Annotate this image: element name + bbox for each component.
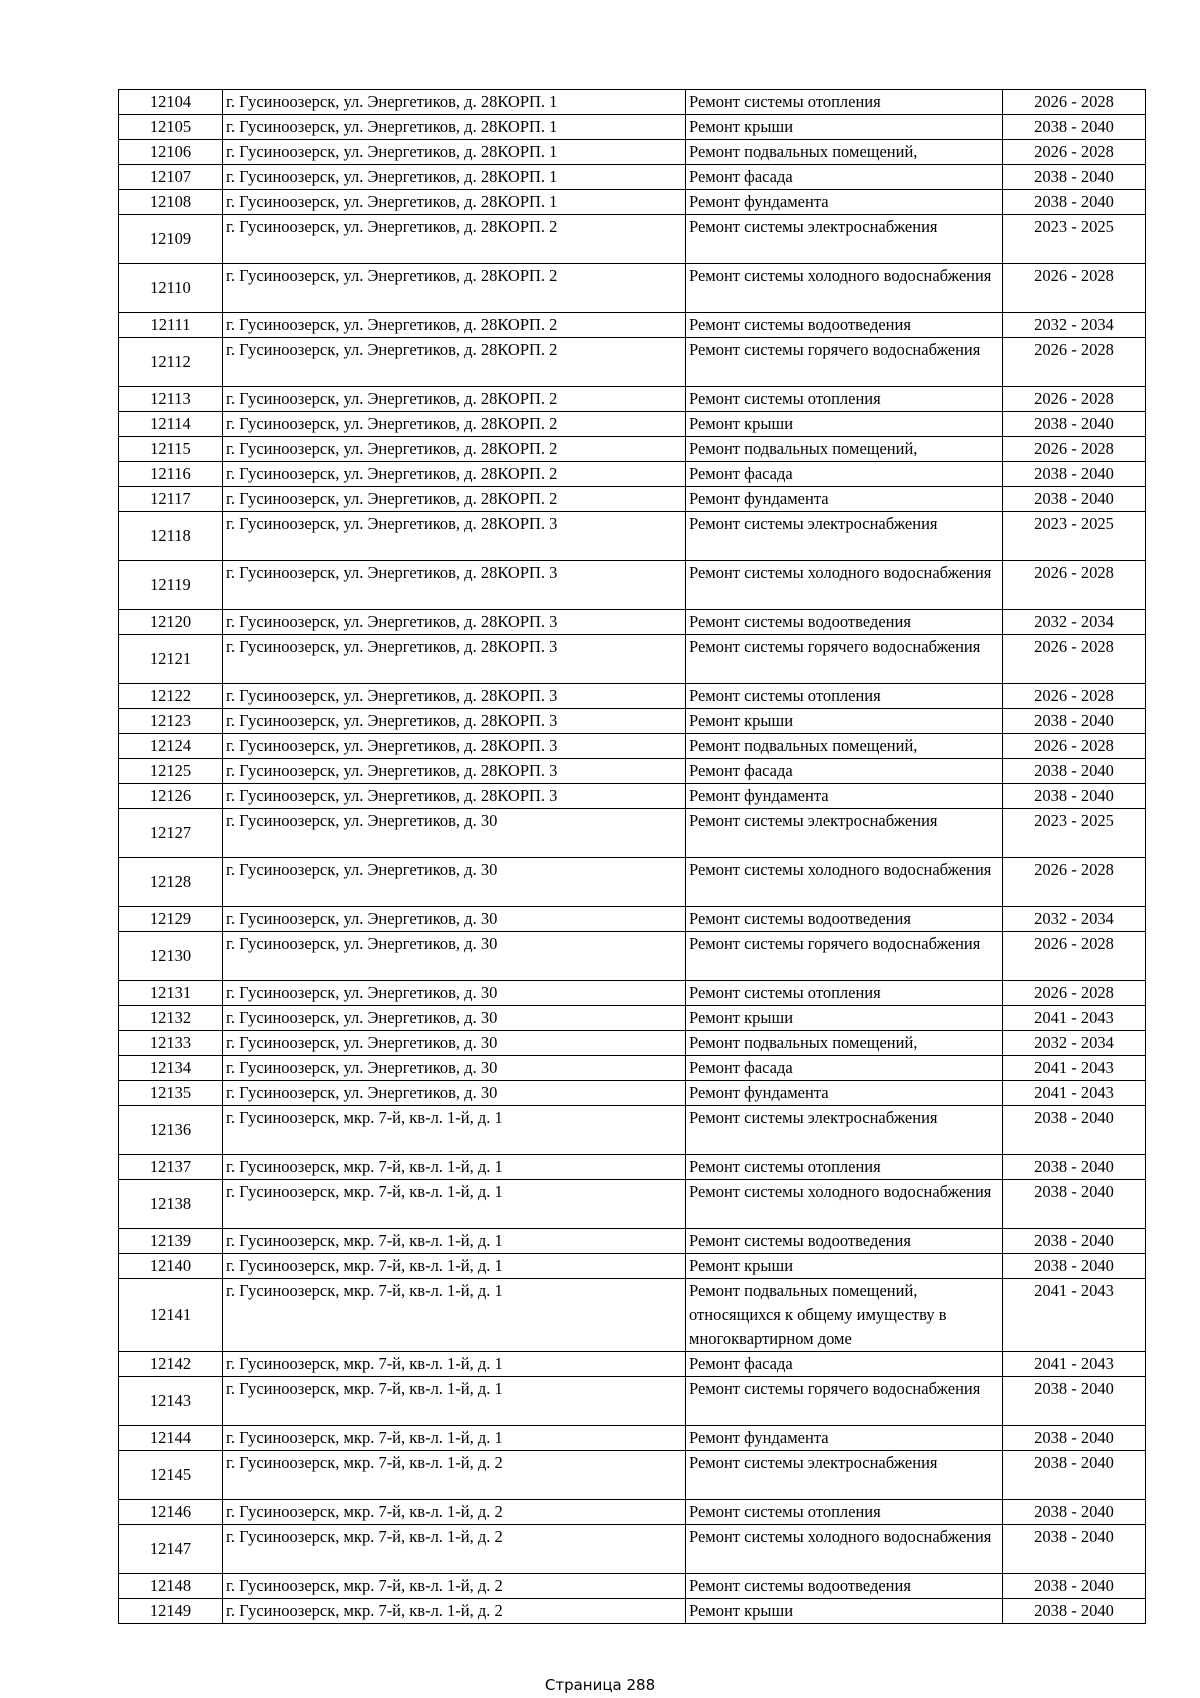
work-type-cell: Ремонт крыши (686, 412, 1003, 437)
table-row (119, 1574, 1146, 1599)
row-number-cell: 12145 (119, 1451, 223, 1500)
period-cell: 2038 - 2040 (1003, 115, 1146, 140)
table-row (119, 1352, 1146, 1377)
address-cell: г. Гусиноозерск, ул. Энергетиков, д. 30 (223, 907, 686, 932)
row-number-cell: 12129 (119, 907, 223, 932)
row-number-cell: 12112 (119, 338, 223, 387)
table-row (119, 858, 1146, 907)
period-cell: 2041 - 2043 (1003, 1056, 1146, 1081)
period-cell: 2023 - 2025 (1003, 215, 1146, 264)
table-row (119, 140, 1146, 165)
work-type-cell: Ремонт системы горячего водоснабжения (686, 1377, 1003, 1426)
work-type-cell: Ремонт системы электроснабжения (686, 1451, 1003, 1500)
period-cell: 2038 - 2040 (1003, 165, 1146, 190)
table-row (119, 412, 1146, 437)
period-cell: 2023 - 2025 (1003, 512, 1146, 561)
address-cell: г. Гусиноозерск, ул. Энергетиков, д. 28КОРП. 3 (223, 684, 686, 709)
period-cell: 2038 - 2040 (1003, 1180, 1146, 1229)
address-cell: г. Гусиноозерск, ул. Энергетиков, д. 28КОРП. 3 (223, 635, 686, 684)
row-number-cell: 12104 (119, 90, 223, 115)
period-cell: 2041 - 2043 (1003, 1081, 1146, 1106)
period-cell: 2026 - 2028 (1003, 338, 1146, 387)
work-type-cell: Ремонт системы отопления (686, 684, 1003, 709)
period-cell: 2026 - 2028 (1003, 90, 1146, 115)
table-row (119, 264, 1146, 313)
row-number-cell: 12144 (119, 1426, 223, 1451)
work-type-cell: Ремонт фасада (686, 1056, 1003, 1081)
row-number-cell: 12115 (119, 437, 223, 462)
table-row (119, 90, 1146, 115)
address-cell: г. Гусиноозерск, ул. Энергетиков, д. 30 (223, 1031, 686, 1056)
address-cell: г. Гусиноозерск, ул. Энергетиков, д. 28КОРП. 3 (223, 709, 686, 734)
period-cell: 2026 - 2028 (1003, 264, 1146, 313)
work-type-cell: Ремонт системы холодного водоснабжения (686, 1525, 1003, 1574)
address-cell: г. Гусиноозерск, ул. Энергетиков, д. 28КОРП. 3 (223, 512, 686, 561)
table-row (119, 1180, 1146, 1229)
row-number-cell: 12110 (119, 264, 223, 313)
table-row (119, 709, 1146, 734)
address-cell: г. Гусиноозерск, ул. Энергетиков, д. 30 (223, 932, 686, 981)
table-row (119, 313, 1146, 338)
table-row (119, 215, 1146, 264)
address-cell: г. Гусиноозерск, ул. Энергетиков, д. 28КОРП. 1 (223, 165, 686, 190)
table-row (119, 190, 1146, 215)
work-type-cell: Ремонт системы отопления (686, 90, 1003, 115)
work-type-cell: Ремонт подвальных помещений, (686, 1031, 1003, 1056)
table-row (119, 1229, 1146, 1254)
period-cell: 2038 - 2040 (1003, 412, 1146, 437)
period-cell: 2026 - 2028 (1003, 981, 1146, 1006)
period-cell: 2032 - 2034 (1003, 610, 1146, 635)
work-type-cell: Ремонт системы отопления (686, 1155, 1003, 1180)
address-cell: г. Гусиноозерск, мкр. 7-й, кв-л. 1-й, д. 1 (223, 1377, 686, 1426)
row-number-cell: 12118 (119, 512, 223, 561)
period-cell: 2026 - 2028 (1003, 561, 1146, 610)
period-cell: 2038 - 2040 (1003, 759, 1146, 784)
period-cell: 2026 - 2028 (1003, 858, 1146, 907)
table-row (119, 1426, 1146, 1451)
row-number-cell: 12139 (119, 1229, 223, 1254)
work-type-cell: Ремонт фундамента (686, 1081, 1003, 1106)
address-cell: г. Гусиноозерск, мкр. 7-й, кв-л. 1-й, д. 2 (223, 1525, 686, 1574)
page-footer (0, 1676, 1200, 1694)
table-body (119, 90, 1146, 1624)
period-cell: 2041 - 2043 (1003, 1279, 1146, 1352)
row-number-cell: 12146 (119, 1500, 223, 1525)
work-type-cell: Ремонт фундамента (686, 784, 1003, 809)
work-type-cell: Ремонт системы электроснабжения (686, 215, 1003, 264)
work-type-cell: Ремонт системы электроснабжения (686, 512, 1003, 561)
work-type-cell: Ремонт системы отопления (686, 981, 1003, 1006)
address-cell: г. Гусиноозерск, мкр. 7-й, кв-л. 1-й, д. 1 (223, 1279, 686, 1352)
period-cell: 2026 - 2028 (1003, 387, 1146, 412)
address-cell: г. Гусиноозерск, ул. Энергетиков, д. 28КОРП. 3 (223, 759, 686, 784)
period-cell: 2038 - 2040 (1003, 1574, 1146, 1599)
work-type-cell: Ремонт фасада (686, 1352, 1003, 1377)
table-row (119, 1081, 1146, 1106)
work-type-cell: Ремонт фасада (686, 462, 1003, 487)
period-cell: 2026 - 2028 (1003, 932, 1146, 981)
row-number-cell: 12138 (119, 1180, 223, 1229)
address-cell: г. Гусиноозерск, ул. Энергетиков, д. 28КОРП. 3 (223, 610, 686, 635)
address-cell: г. Гусиноозерск, ул. Энергетиков, д. 28КОРП. 3 (223, 734, 686, 759)
table-row (119, 1451, 1146, 1500)
period-cell: 2041 - 2043 (1003, 1006, 1146, 1031)
table-row (119, 165, 1146, 190)
table-row (119, 1599, 1146, 1624)
period-cell: 2038 - 2040 (1003, 487, 1146, 512)
period-cell: 2038 - 2040 (1003, 784, 1146, 809)
address-cell: г. Гусиноозерск, ул. Энергетиков, д. 28КОРП. 2 (223, 387, 686, 412)
row-number-cell: 12105 (119, 115, 223, 140)
table-row (119, 1500, 1146, 1525)
table-row (119, 684, 1146, 709)
table-row (119, 932, 1146, 981)
work-type-cell: Ремонт системы водоотведения (686, 610, 1003, 635)
address-cell: г. Гусиноозерск, мкр. 7-й, кв-л. 1-й, д. 2 (223, 1451, 686, 1500)
work-type-cell: Ремонт подвальных помещений, (686, 734, 1003, 759)
table-row (119, 734, 1146, 759)
address-cell: г. Гусиноозерск, ул. Энергетиков, д. 28КОРП. 1 (223, 190, 686, 215)
row-number-cell: 12133 (119, 1031, 223, 1056)
table-row (119, 1006, 1146, 1031)
table-row (119, 561, 1146, 610)
work-type-cell: Ремонт системы холодного водоснабжения (686, 1180, 1003, 1229)
period-cell: 2038 - 2040 (1003, 709, 1146, 734)
work-type-cell: Ремонт системы электроснабжения (686, 1106, 1003, 1155)
row-number-cell: 12119 (119, 561, 223, 610)
table-row (119, 759, 1146, 784)
row-number-cell: 12136 (119, 1106, 223, 1155)
address-cell: г. Гусиноозерск, ул. Энергетиков, д. 30 (223, 809, 686, 858)
work-type-cell: Ремонт крыши (686, 1599, 1003, 1624)
row-number-cell: 12134 (119, 1056, 223, 1081)
work-type-cell: Ремонт фасада (686, 759, 1003, 784)
period-cell: 2026 - 2028 (1003, 437, 1146, 462)
row-number-cell: 12113 (119, 387, 223, 412)
row-number-cell: 12137 (119, 1155, 223, 1180)
work-type-cell: Ремонт системы горячего водоснабжения (686, 635, 1003, 684)
address-cell: г. Гусиноозерск, ул. Энергетиков, д. 28КОРП. 2 (223, 215, 686, 264)
work-type-cell: Ремонт системы водоотведения (686, 907, 1003, 932)
period-cell: 2023 - 2025 (1003, 809, 1146, 858)
row-number-cell: 12140 (119, 1254, 223, 1279)
table-row (119, 462, 1146, 487)
table-row (119, 1254, 1146, 1279)
period-cell: 2038 - 2040 (1003, 190, 1146, 215)
address-cell: г. Гусиноозерск, мкр. 7-й, кв-л. 1-й, д. 1 (223, 1229, 686, 1254)
row-number-cell: 12127 (119, 809, 223, 858)
work-type-cell: Ремонт системы электроснабжения (686, 809, 1003, 858)
table-row (119, 1525, 1146, 1574)
row-number-cell: 12142 (119, 1352, 223, 1377)
address-cell: г. Гусиноозерск, мкр. 7-й, кв-л. 1-й, д. 2 (223, 1574, 686, 1599)
table-row (119, 338, 1146, 387)
table-row (119, 437, 1146, 462)
period-cell: 2032 - 2034 (1003, 907, 1146, 932)
row-number-cell: 12131 (119, 981, 223, 1006)
row-number-cell: 12132 (119, 1006, 223, 1031)
address-cell: г. Гусиноозерск, мкр. 7-й, кв-л. 1-й, д. 1 (223, 1106, 686, 1155)
work-type-cell: Ремонт системы водоотведения (686, 1574, 1003, 1599)
table-row (119, 487, 1146, 512)
address-cell: г. Гусиноозерск, ул. Энергетиков, д. 28КОРП. 2 (223, 437, 686, 462)
period-cell: 2038 - 2040 (1003, 1106, 1146, 1155)
address-cell: г. Гусиноозерск, ул. Энергетиков, д. 28КОРП. 1 (223, 140, 686, 165)
row-number-cell: 12148 (119, 1574, 223, 1599)
address-cell: г. Гусиноозерск, ул. Энергетиков, д. 30 (223, 1006, 686, 1031)
work-type-cell: Ремонт системы отопления (686, 1500, 1003, 1525)
address-cell: г. Гусиноозерск, мкр. 7-й, кв-л. 1-й, д. 1 (223, 1155, 686, 1180)
address-cell: г. Гусиноозерск, ул. Энергетиков, д. 30 (223, 858, 686, 907)
row-number-cell: 12149 (119, 1599, 223, 1624)
address-cell: г. Гусиноозерск, ул. Энергетиков, д. 28КОРП. 2 (223, 412, 686, 437)
row-number-cell: 12141 (119, 1279, 223, 1352)
table-row (119, 784, 1146, 809)
row-number-cell: 12135 (119, 1081, 223, 1106)
address-cell: г. Гусиноозерск, ул. Энергетиков, д. 28КОРП. 1 (223, 90, 686, 115)
address-cell: г. Гусиноозерск, ул. Энергетиков, д. 28КОРП. 2 (223, 264, 686, 313)
work-type-cell: Ремонт крыши (686, 115, 1003, 140)
address-cell: г. Гусиноозерск, ул. Энергетиков, д. 28КОРП. 2 (223, 313, 686, 338)
period-cell: 2038 - 2040 (1003, 1254, 1146, 1279)
row-number-cell: 12111 (119, 313, 223, 338)
row-number-cell: 12124 (119, 734, 223, 759)
table-row (119, 512, 1146, 561)
row-number-cell: 12122 (119, 684, 223, 709)
address-cell: г. Гусиноозерск, ул. Энергетиков, д. 28КОРП. 3 (223, 561, 686, 610)
address-cell: г. Гусиноозерск, ул. Энергетиков, д. 28КОРП. 2 (223, 338, 686, 387)
address-cell: г. Гусиноозерск, ул. Энергетиков, д. 30 (223, 1056, 686, 1081)
period-cell: 2041 - 2043 (1003, 1352, 1146, 1377)
work-type-cell: Ремонт системы холодного водоснабжения (686, 264, 1003, 313)
address-cell: г. Гусиноозерск, ул. Энергетиков, д. 28КОРП. 1 (223, 115, 686, 140)
period-cell: 2038 - 2040 (1003, 1155, 1146, 1180)
row-number-cell: 12121 (119, 635, 223, 684)
table-row (119, 1106, 1146, 1155)
row-number-cell: 12114 (119, 412, 223, 437)
address-cell: г. Гусиноозерск, мкр. 7-й, кв-л. 1-й, д. 2 (223, 1500, 686, 1525)
table-row (119, 981, 1146, 1006)
repair-schedule-table (118, 89, 1146, 1624)
work-type-cell: Ремонт системы холодного водоснабжения (686, 858, 1003, 907)
period-cell: 2038 - 2040 (1003, 1377, 1146, 1426)
table-row (119, 1377, 1146, 1426)
work-type-cell: Ремонт подвальных помещений, (686, 437, 1003, 462)
row-number-cell: 12126 (119, 784, 223, 809)
work-type-cell: Ремонт системы водоотведения (686, 1229, 1003, 1254)
table-row (119, 1155, 1146, 1180)
row-number-cell: 12106 (119, 140, 223, 165)
work-type-cell: Ремонт системы горячего водоснабжения (686, 338, 1003, 387)
table-row (119, 635, 1146, 684)
period-cell: 2032 - 2034 (1003, 313, 1146, 338)
work-type-cell: Ремонт системы горячего водоснабжения (686, 932, 1003, 981)
period-cell: 2038 - 2040 (1003, 1451, 1146, 1500)
work-type-cell: Ремонт крыши (686, 709, 1003, 734)
table-row (119, 115, 1146, 140)
work-type-cell: Ремонт системы отопления (686, 387, 1003, 412)
row-number-cell: 12117 (119, 487, 223, 512)
address-cell: г. Гусиноозерск, ул. Энергетиков, д. 30 (223, 981, 686, 1006)
address-cell: г. Гусиноозерск, ул. Энергетиков, д. 28КОРП. 2 (223, 487, 686, 512)
work-type-cell: Ремонт системы водоотведения (686, 313, 1003, 338)
work-type-cell: Ремонт фасада (686, 165, 1003, 190)
period-cell: 2026 - 2028 (1003, 140, 1146, 165)
table-row (119, 1056, 1146, 1081)
page-number: Страница 288 (544, 1676, 656, 1694)
period-cell: 2026 - 2028 (1003, 635, 1146, 684)
table-row (119, 1031, 1146, 1056)
row-number-cell: 12123 (119, 709, 223, 734)
row-number-cell: 12128 (119, 858, 223, 907)
table-row (119, 1279, 1146, 1352)
period-cell: 2038 - 2040 (1003, 1599, 1146, 1624)
period-cell: 2026 - 2028 (1003, 684, 1146, 709)
row-number-cell: 12143 (119, 1377, 223, 1426)
work-type-cell: Ремонт подвальных помещений, (686, 140, 1003, 165)
address-cell: г. Гусиноозерск, ул. Энергетиков, д. 30 (223, 1081, 686, 1106)
table-row (119, 387, 1146, 412)
address-cell: г. Гусиноозерск, мкр. 7-й, кв-л. 1-й, д. 1 (223, 1426, 686, 1451)
address-cell: г. Гусиноозерск, мкр. 7-й, кв-л. 1-й, д. 1 (223, 1254, 686, 1279)
table-row (119, 809, 1146, 858)
period-cell: 2038 - 2040 (1003, 462, 1146, 487)
row-number-cell: 12109 (119, 215, 223, 264)
period-cell: 2038 - 2040 (1003, 1500, 1146, 1525)
row-number-cell: 12147 (119, 1525, 223, 1574)
row-number-cell: 12108 (119, 190, 223, 215)
row-number-cell: 12116 (119, 462, 223, 487)
address-cell: г. Гусиноозерск, мкр. 7-й, кв-л. 1-й, д. 1 (223, 1180, 686, 1229)
row-number-cell: 12130 (119, 932, 223, 981)
period-cell: 2038 - 2040 (1003, 1229, 1146, 1254)
period-cell: 2026 - 2028 (1003, 734, 1146, 759)
address-cell: г. Гусиноозерск, ул. Энергетиков, д. 28КОРП. 3 (223, 784, 686, 809)
address-cell: г. Гусиноозерск, мкр. 7-й, кв-л. 1-й, д. 2 (223, 1599, 686, 1624)
row-number-cell: 12107 (119, 165, 223, 190)
period-cell: 2032 - 2034 (1003, 1031, 1146, 1056)
table-row (119, 610, 1146, 635)
work-type-cell: Ремонт крыши (686, 1254, 1003, 1279)
table-row (119, 907, 1146, 932)
period-cell: 2038 - 2040 (1003, 1426, 1146, 1451)
period-cell: 2038 - 2040 (1003, 1525, 1146, 1574)
work-type-cell: Ремонт фундамента (686, 487, 1003, 512)
work-type-cell: Ремонт фундамента (686, 1426, 1003, 1451)
work-type-cell: Ремонт системы холодного водоснабжения (686, 561, 1003, 610)
row-number-cell: 12120 (119, 610, 223, 635)
work-type-cell: Ремонт фундамента (686, 190, 1003, 215)
work-type-cell: Ремонт подвальных помещений, относящихся к общему имуществу в многоквартирном доме (686, 1279, 1003, 1352)
address-cell: г. Гусиноозерск, мкр. 7-й, кв-л. 1-й, д. 1 (223, 1352, 686, 1377)
row-number-cell: 12125 (119, 759, 223, 784)
address-cell: г. Гусиноозерск, ул. Энергетиков, д. 28КОРП. 2 (223, 462, 686, 487)
work-type-cell: Ремонт крыши (686, 1006, 1003, 1031)
